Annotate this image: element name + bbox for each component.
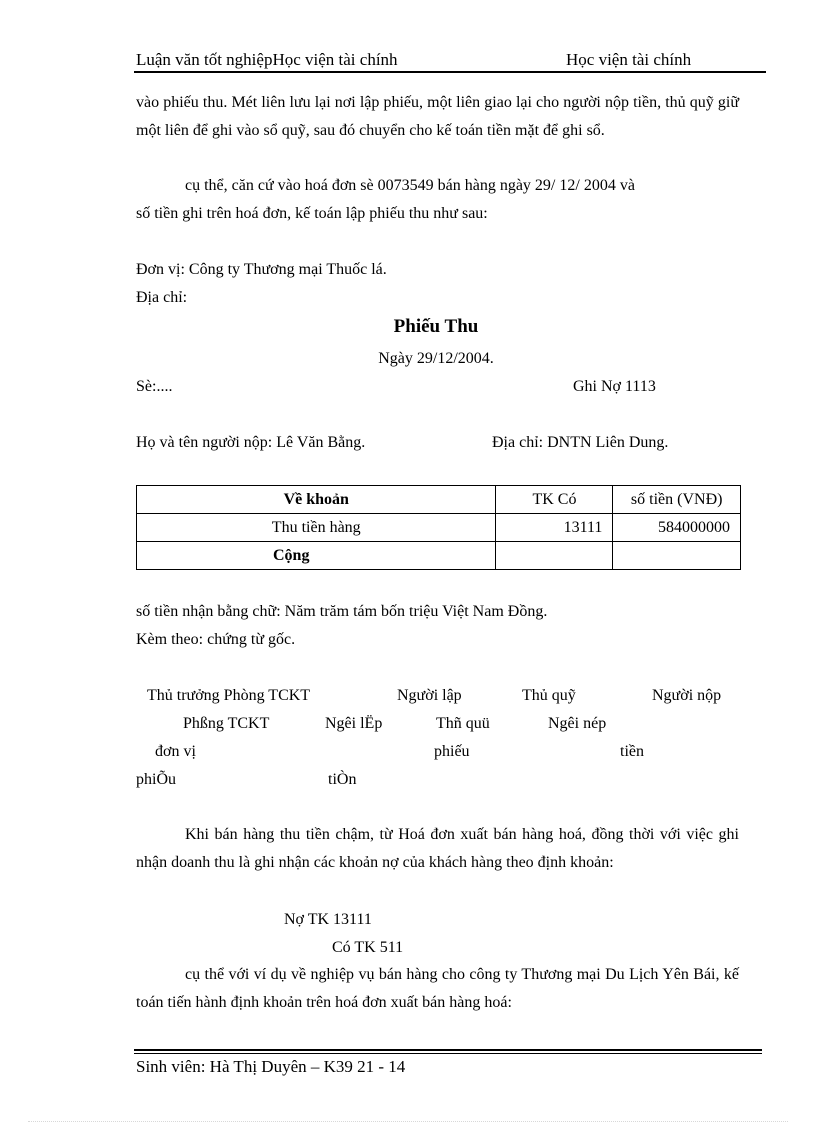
footer-rule-bottom bbox=[134, 1053, 762, 1054]
footer-student: Sinh viên: Hà Thị Duyên – K39 21 - 14 bbox=[136, 1057, 406, 1076]
footer-rule-top bbox=[134, 1049, 762, 1051]
header-left: Luận văn tốt nghiệpHọc viện tài chính bbox=[136, 50, 398, 69]
table-header-cell: Về khoản bbox=[137, 486, 496, 514]
signature-label: Ngêi lËp bbox=[325, 715, 383, 732]
table-cell: Cộng bbox=[137, 542, 496, 570]
intro-paragraph-1: vào phiếu thu. Mét liên lưu lại nơi lập phiếu, một liên giao lại cho người nộp tiền, thủ quỹ giữ một liên để ghi vào sổ quỹ, sau đó chuyển cho kế toán tiền mặt để ghi sổ. bbox=[136, 94, 739, 139]
table-cell: 13111 bbox=[496, 514, 613, 542]
receipt-table bbox=[136, 485, 741, 570]
table-cell: Thu tiền hàng bbox=[137, 514, 496, 542]
signature-label: Thủ quỹ bbox=[522, 687, 576, 704]
signature-label: tiền bbox=[620, 743, 644, 760]
page-edge-divider bbox=[28, 1121, 788, 1122]
signature-label: phiếu bbox=[434, 743, 470, 760]
signature-label: phiÕu bbox=[136, 771, 176, 788]
header-rule bbox=[134, 71, 766, 73]
table-cell bbox=[613, 542, 741, 570]
receipt-payer-address: Địa chỉ: DNTN Liên Dung. bbox=[492, 434, 669, 451]
signature-label: Người nộp bbox=[652, 687, 722, 704]
signature-label: đơn vị bbox=[155, 743, 196, 760]
signature-label: Người lập bbox=[397, 687, 462, 704]
body-paragraph-1: Khi bán hàng thu tiền chậm, từ Hoá đơn xuất bán hàng hoá, đồng thời với việc ghi nhận doanh thu là ghi nhận các khoản nợ của khách hàng theo định khoản: bbox=[136, 826, 739, 871]
table-row bbox=[137, 514, 741, 542]
receipt-number: Sè:.... bbox=[136, 378, 173, 395]
receipt-payer: Họ và tên người nộp: Lê Văn Bằng. bbox=[136, 434, 366, 451]
attached-documents: Kèm theo: chứng từ gốc. bbox=[136, 631, 296, 648]
body-paragraph-2: cụ thể với ví dụ về nghiệp vụ bán hàng cho công ty Thương mại Du Lịch Yên Bái, kế toán tiến hành định khoản trên hoá đơn xuất bán hàng hoá: bbox=[136, 966, 739, 1011]
receipt-date: Ngày 29/12/2004. bbox=[378, 350, 494, 367]
entry-credit: Có TK 511 bbox=[332, 939, 404, 956]
table-header-row bbox=[137, 486, 741, 514]
intro-paragraph-2-line-1: cụ thể, căn cứ vào hoá đơn sè 0073549 bán hàng ngày 29/ 12/ 2004 và bbox=[185, 177, 635, 194]
signature-label: Thñ quü bbox=[436, 715, 490, 732]
table-cell: 584000000 bbox=[613, 514, 741, 542]
signature-label: tiÒn bbox=[328, 771, 357, 788]
table-header-cell: số tiền (VNĐ) bbox=[613, 486, 741, 514]
signature-label: Ngêi nép bbox=[548, 715, 607, 732]
receipt-unit: Đơn vị: Công ty Thương mại Thuốc lá. bbox=[136, 261, 387, 278]
signature-label: Thủ trưởng Phòng TCKT bbox=[147, 687, 311, 704]
entry-debit: Nợ TK 13111 bbox=[284, 911, 372, 928]
receipt-title: Phiếu Thu bbox=[393, 316, 479, 337]
header-right: Học viện tài chính bbox=[566, 50, 692, 69]
intro-paragraph-2-line-2: số tiền ghi trên hoá đơn, kế toán lập phiếu thu như sau: bbox=[136, 205, 488, 222]
table-header-cell: TK Có bbox=[496, 486, 613, 514]
receipt-address: Địa chỉ: bbox=[136, 289, 188, 306]
table-cell bbox=[496, 542, 613, 570]
signature-label: Phßng TCKT bbox=[183, 715, 270, 732]
table-row bbox=[137, 542, 741, 570]
amount-in-words: số tiền nhận bằng chữ: Năm trăm tám bốn triệu Việt Nam Đồng. bbox=[136, 603, 548, 620]
receipt-debit-account: Ghi Nợ 1113 bbox=[573, 378, 656, 395]
